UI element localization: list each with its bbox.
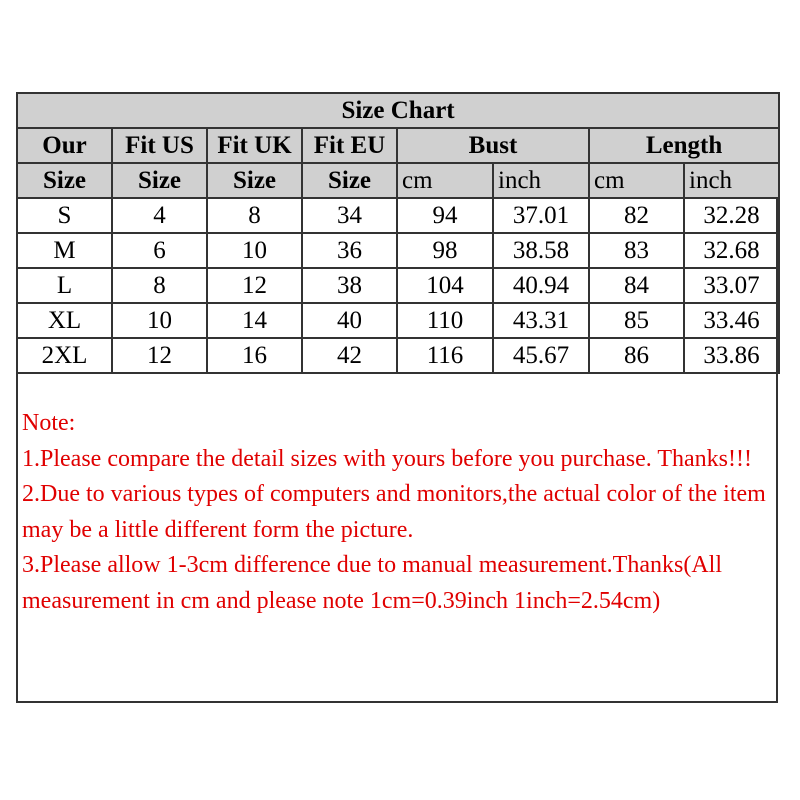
cell-bust-inch: 40.94 xyxy=(493,268,589,303)
cell-us: 4 xyxy=(112,198,207,233)
header-eu-bottom: Size xyxy=(302,163,397,198)
cell-bust-inch: 45.67 xyxy=(493,338,589,373)
header-eu-top: Fit EU xyxy=(302,128,397,163)
cell-bust-cm: 94 xyxy=(397,198,493,233)
header-length: Length xyxy=(589,128,779,163)
cell-eu: 36 xyxy=(302,233,397,268)
cell-us: 12 xyxy=(112,338,207,373)
cell-bust-cm: 104 xyxy=(397,268,493,303)
cell-len-cm: 84 xyxy=(589,268,684,303)
header-our-size-top: Our xyxy=(17,128,112,163)
size-rows xyxy=(17,198,779,373)
cell-us: 6 xyxy=(112,233,207,268)
cell-bust-cm: 116 xyxy=(397,338,493,373)
size-chart-table xyxy=(16,92,780,374)
cell-uk: 16 xyxy=(207,338,302,373)
cell-len-cm: 85 xyxy=(589,303,684,338)
note-1: 1.Please compare the detail sizes with yours before you purchase. Thanks!!! xyxy=(22,445,752,472)
cell-size: M xyxy=(17,233,112,268)
cell-eu: 40 xyxy=(302,303,397,338)
table-row xyxy=(17,233,779,268)
cell-uk: 14 xyxy=(207,303,302,338)
cell-bust-inch: 43.31 xyxy=(493,303,589,338)
cell-len-cm: 83 xyxy=(589,233,684,268)
cell-uk: 10 xyxy=(207,233,302,268)
header-uk-bottom: Size xyxy=(207,163,302,198)
cell-eu: 42 xyxy=(302,338,397,373)
cell-bust-cm: 98 xyxy=(397,233,493,268)
header-uk-top: Fit UK xyxy=(207,128,302,163)
cell-bust-cm: 110 xyxy=(397,303,493,338)
note-heading: Note: xyxy=(22,410,76,436)
cell-eu: 34 xyxy=(302,198,397,233)
cell-bust-inch: 37.01 xyxy=(493,198,589,233)
header-us-top: Fit US xyxy=(112,128,207,163)
table-row xyxy=(17,303,779,338)
cell-len-cm: 86 xyxy=(589,338,684,373)
cell-us: 10 xyxy=(112,303,207,338)
cell-len-inch: 32.68 xyxy=(684,233,779,268)
header-us-bottom: Size xyxy=(112,163,207,198)
cell-us: 8 xyxy=(112,268,207,303)
note-2: 2.Due to various types of computers and monitors,the actual color of the item may be a little different form the picture. xyxy=(22,481,766,543)
header-our-size-bottom: Size xyxy=(17,163,112,198)
header-bust-cm: cm xyxy=(397,163,493,198)
cell-len-cm: 82 xyxy=(589,198,684,233)
header-length-cm: cm xyxy=(589,163,684,198)
cell-size: L xyxy=(17,268,112,303)
table-row xyxy=(17,338,779,373)
table-row xyxy=(17,198,779,233)
chart-title: Size Chart xyxy=(17,93,779,128)
header-length-inch: inch xyxy=(684,163,779,198)
cell-eu: 38 xyxy=(302,268,397,303)
cell-uk: 12 xyxy=(207,268,302,303)
table-row xyxy=(17,268,779,303)
cell-len-inch: 33.07 xyxy=(684,268,779,303)
cell-uk: 8 xyxy=(207,198,302,233)
cell-size: S xyxy=(17,198,112,233)
notes xyxy=(22,406,772,619)
cell-len-inch: 32.28 xyxy=(684,198,779,233)
header-bust-inch: inch xyxy=(493,163,589,198)
header-bust: Bust xyxy=(397,128,589,163)
note-3: 3.Please allow 1-3cm difference due to manual measurement.Thanks(All measurement in cm and please note 1cm=0.39inch 1inch=2.54cm) xyxy=(22,552,722,614)
cell-size: 2XL xyxy=(17,338,112,373)
cell-len-inch: 33.46 xyxy=(684,303,779,338)
cell-size: XL xyxy=(17,303,112,338)
cell-bust-inch: 38.58 xyxy=(493,233,589,268)
cell-len-inch: 33.86 xyxy=(684,338,779,373)
